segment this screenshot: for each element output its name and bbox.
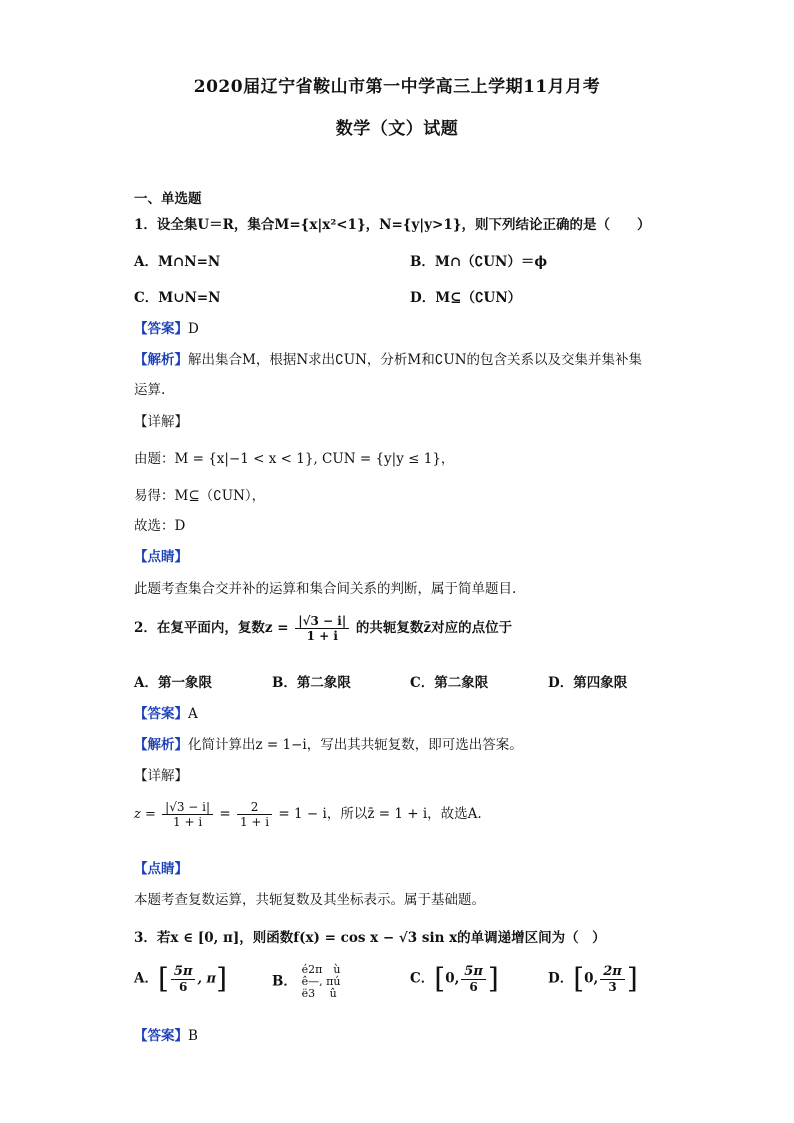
answer-tag: 【答案】 xyxy=(134,321,188,337)
q2-detail-fraction-2-den: 1 + i xyxy=(239,815,270,829)
analysis-tag: 【解析】 xyxy=(134,737,188,753)
section-heading: 一、单选题 xyxy=(134,191,202,207)
q1-analysis-row xyxy=(134,348,642,368)
q3-option-b-label: B． xyxy=(272,973,297,990)
q3-option-d-den: 3 xyxy=(608,980,617,994)
q2-detail-a: z = xyxy=(134,807,156,822)
q2-detail-b: = 1 − i，所以z̄ = 1 + i，故选A. xyxy=(278,806,482,822)
q3-option-c-label: C． xyxy=(410,970,435,987)
q3-option-b-garbled xyxy=(302,964,341,1000)
q2-stem xyxy=(134,614,512,643)
q1-analysis-cont: 运算. xyxy=(134,382,166,398)
left-bracket: [ xyxy=(157,962,169,995)
left-bracket: [ xyxy=(573,962,585,995)
q3-option-a-label: A． xyxy=(134,970,158,987)
q3-option-c-head: 0, xyxy=(445,970,460,987)
answer-tag: 【答案】 xyxy=(134,706,188,722)
q3-option-b xyxy=(272,964,340,1000)
q1-detail-2: 易得：M⊆（∁UN）， xyxy=(134,488,266,504)
q2-detail-fraction-1 xyxy=(162,800,213,829)
q3-option-a-fraction xyxy=(171,964,196,994)
q2-detail-fraction-2 xyxy=(237,800,272,829)
q1-option-b: B．M∩（∁UN）＝ϕ xyxy=(410,254,548,270)
q3-option-c-fraction xyxy=(461,964,486,994)
q2-fraction-numerator: |√3 − i| xyxy=(295,614,349,629)
q2-detail-fraction-1-den: 1 + i xyxy=(173,815,203,829)
q3-option-d-head: 0, xyxy=(584,970,599,987)
q2-option-d: D．第四象限 xyxy=(548,675,628,691)
q1-detail-tag: 【详解】 xyxy=(134,414,188,430)
q2-detail-fraction-1-num: |√3 − i| xyxy=(162,800,213,815)
document-title: 2020届辽宁省鞍山市第一中学高三上学期11月月考 xyxy=(193,77,601,97)
q3-option-d-fraction xyxy=(600,964,625,994)
q2-analysis: 化简计算出z = 1−i，写出其共轭复数，即可选出答案。 xyxy=(188,737,523,753)
q1-analysis: 解出集合M，根据N求出∁UN，分析M和∁UN的包含关系以及交集并集补集 xyxy=(188,352,643,368)
q2-point-tag: 【点睛】 xyxy=(134,861,188,877)
q3-option-c xyxy=(410,964,499,994)
q3-option-b-line-1: é2π ù xyxy=(301,963,341,976)
q1-point: 此题考查集合交并补的运算和集合间关系的判断，属于简单题目. xyxy=(134,581,517,597)
q1-option-c: C．M∪N=N xyxy=(134,290,221,306)
q2-stem-b: 的共轭复数z̄对应的点位于 xyxy=(355,620,513,636)
q1-point-tag: 【点睛】 xyxy=(134,549,188,565)
q3-option-a xyxy=(134,964,227,994)
q2-fraction xyxy=(295,614,349,643)
q1-detail-3: 故选：D xyxy=(134,518,186,534)
q2-option-c: C．第二象限 xyxy=(410,675,489,691)
q3-option-c-num: 5π xyxy=(461,964,486,980)
q2-detail-fraction-2-num: 2 xyxy=(237,800,272,815)
q2-option-b: B．第二象限 xyxy=(272,675,351,691)
q3-option-a-num: 5π xyxy=(171,964,196,980)
q2-option-a: A．第一象限 xyxy=(134,675,212,691)
q3-option-d-num: 2π xyxy=(600,964,625,980)
q1-stem: 1．设全集U＝R，集合M={x|x²<1}，N={y|y>1}，则下列结论正确的是（ ） xyxy=(134,217,651,233)
q2-stem-a: 2．在复平面内，复数z = xyxy=(134,620,289,636)
right-bracket: ] xyxy=(216,962,227,995)
q2-answer-row xyxy=(134,702,198,722)
q1-detail-1: 由题：M = {x|−1 < x < 1}, CUN = {y|y ≤ 1}， xyxy=(134,451,455,467)
q3-option-a-den: 6 xyxy=(179,980,188,994)
right-bracket: ] xyxy=(487,962,499,995)
q1-option-d: D．M⊆（∁UN） xyxy=(410,290,522,306)
q2-point: 本题考查复数运算，共轭复数及其坐标表示。属于基础题。 xyxy=(134,892,485,908)
analysis-tag: 【解析】 xyxy=(134,352,188,368)
left-bracket: [ xyxy=(434,962,446,995)
q2-fraction-denominator: 1 + i xyxy=(306,629,338,643)
q3-option-a-tail: , π xyxy=(197,971,217,987)
q2-detail-eq: = xyxy=(219,806,231,822)
q3-option-b-line-2: ê—, πú xyxy=(301,975,341,988)
q3-stem: 3．若x ∈ [0, π]，则函数f(x) = cos x − √3 sin x的单调递增区间为（ ） xyxy=(134,930,606,946)
document-subtitle: 数学（文）试题 xyxy=(335,119,459,139)
right-bracket: ] xyxy=(626,962,638,995)
q3-answer: B xyxy=(188,1028,198,1044)
q3-option-c-den: 6 xyxy=(469,980,478,994)
q2-detail xyxy=(134,800,482,829)
q3-answer-row xyxy=(134,1024,198,1044)
q1-option-a: A．M∩N=N xyxy=(134,254,221,270)
q2-detail-tag: 【详解】 xyxy=(134,768,188,784)
q3-option-d-label: D． xyxy=(548,970,574,987)
q3-option-b-line-3: ë3 û xyxy=(301,987,337,1000)
q1-answer-row xyxy=(134,317,199,337)
q3-option-d xyxy=(548,964,638,994)
q1-answer: D xyxy=(188,321,199,337)
q2-analysis-row xyxy=(134,733,523,753)
answer-tag: 【答案】 xyxy=(134,1028,188,1044)
q2-answer: A xyxy=(188,706,198,722)
